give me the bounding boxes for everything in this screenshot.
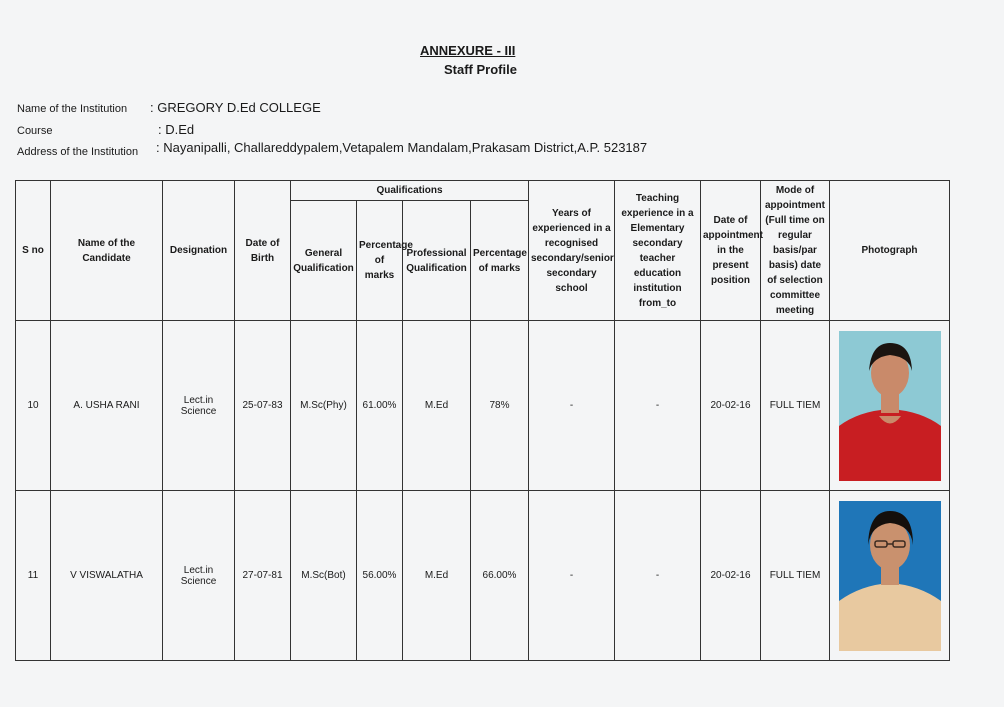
header-percentage2: Percentage of marks [471, 201, 529, 321]
cell-mode-appt: FULL TIEM [761, 321, 830, 491]
portrait-icon [839, 501, 941, 651]
table-row [16, 491, 950, 661]
address-label: Address of the Institution [17, 146, 139, 158]
cell-years-exp: - [529, 321, 615, 491]
table-row [16, 321, 950, 491]
header-general: General Qualification [291, 201, 357, 321]
header-percentage1: Percentage of marks [357, 201, 403, 321]
cell-name: V VISWALATHA [51, 491, 163, 661]
cell-professional: M.Ed [403, 321, 471, 491]
header-photo: Photograph [830, 181, 950, 321]
cell-percentage2: 66.00% [471, 491, 529, 661]
header-qualifications: Qualifications [291, 181, 529, 201]
cell-date-appt: 20-02-16 [701, 321, 761, 491]
cell-mode-appt: FULL TIEM [761, 491, 830, 661]
header-years-exp: Years of experienced in a recognised secondary/senior secondary school [529, 181, 615, 321]
institution-name-label: Name of the Institution [17, 103, 128, 115]
cell-sno: 10 [16, 321, 51, 491]
candidate-photo [839, 501, 941, 651]
cell-years-exp: - [529, 491, 615, 661]
header-dob: Date of Birth [235, 181, 291, 321]
candidate-photo [839, 331, 941, 481]
cell-professional: M.Ed [403, 491, 471, 661]
cell-general: M.Sc(Bot) [291, 491, 357, 661]
cell-teaching-exp: - [615, 491, 701, 661]
course-label: Course [17, 125, 53, 137]
cell-photo [830, 321, 950, 491]
page-title: ANNEXURE - III [420, 43, 516, 58]
header-designation: Designation [163, 181, 235, 321]
page-subtitle: Staff Profile [444, 62, 517, 77]
cell-dob: 27-07-81 [235, 491, 291, 661]
header-teaching-exp: Teaching experience in a Elementary secondary teacher education institution from_to [615, 181, 701, 321]
header-row-top [16, 181, 950, 201]
cell-percentage1: 61.00% [357, 321, 403, 491]
header-mode-appt: Mode of appointment (Full time on regular basis/par basis) date of selection committee meeting [761, 181, 830, 321]
cell-percentage1: 56.00% [357, 491, 403, 661]
institution-name-value: : GREGORY D.Ed COLLEGE [150, 100, 321, 115]
header-professional: Professional Qualification [403, 201, 471, 321]
header-sno: S no [16, 181, 51, 321]
header-name: Name of the Candidate [51, 181, 163, 321]
cell-designation: Lect.in Science [163, 321, 235, 491]
portrait-icon [839, 331, 941, 481]
cell-name: A. USHA RANI [51, 321, 163, 491]
cell-date-appt: 20-02-16 [701, 491, 761, 661]
staff-profile-table [15, 180, 950, 661]
cell-percentage2: 78% [471, 321, 529, 491]
cell-photo [830, 491, 950, 661]
cell-dob: 25-07-83 [235, 321, 291, 491]
address-value: : Nayanipalli, Challareddypalem,Vetapalem Mandalam,Prakasam District,A.P. 523187 [156, 140, 648, 155]
header-date-appt: Date of appointment in the present position [701, 181, 761, 321]
cell-general: M.Sc(Phy) [291, 321, 357, 491]
cell-designation: Lect.in Science [163, 491, 235, 661]
cell-sno: 11 [16, 491, 51, 661]
course-value: : D.Ed [158, 122, 195, 137]
cell-teaching-exp: - [615, 321, 701, 491]
